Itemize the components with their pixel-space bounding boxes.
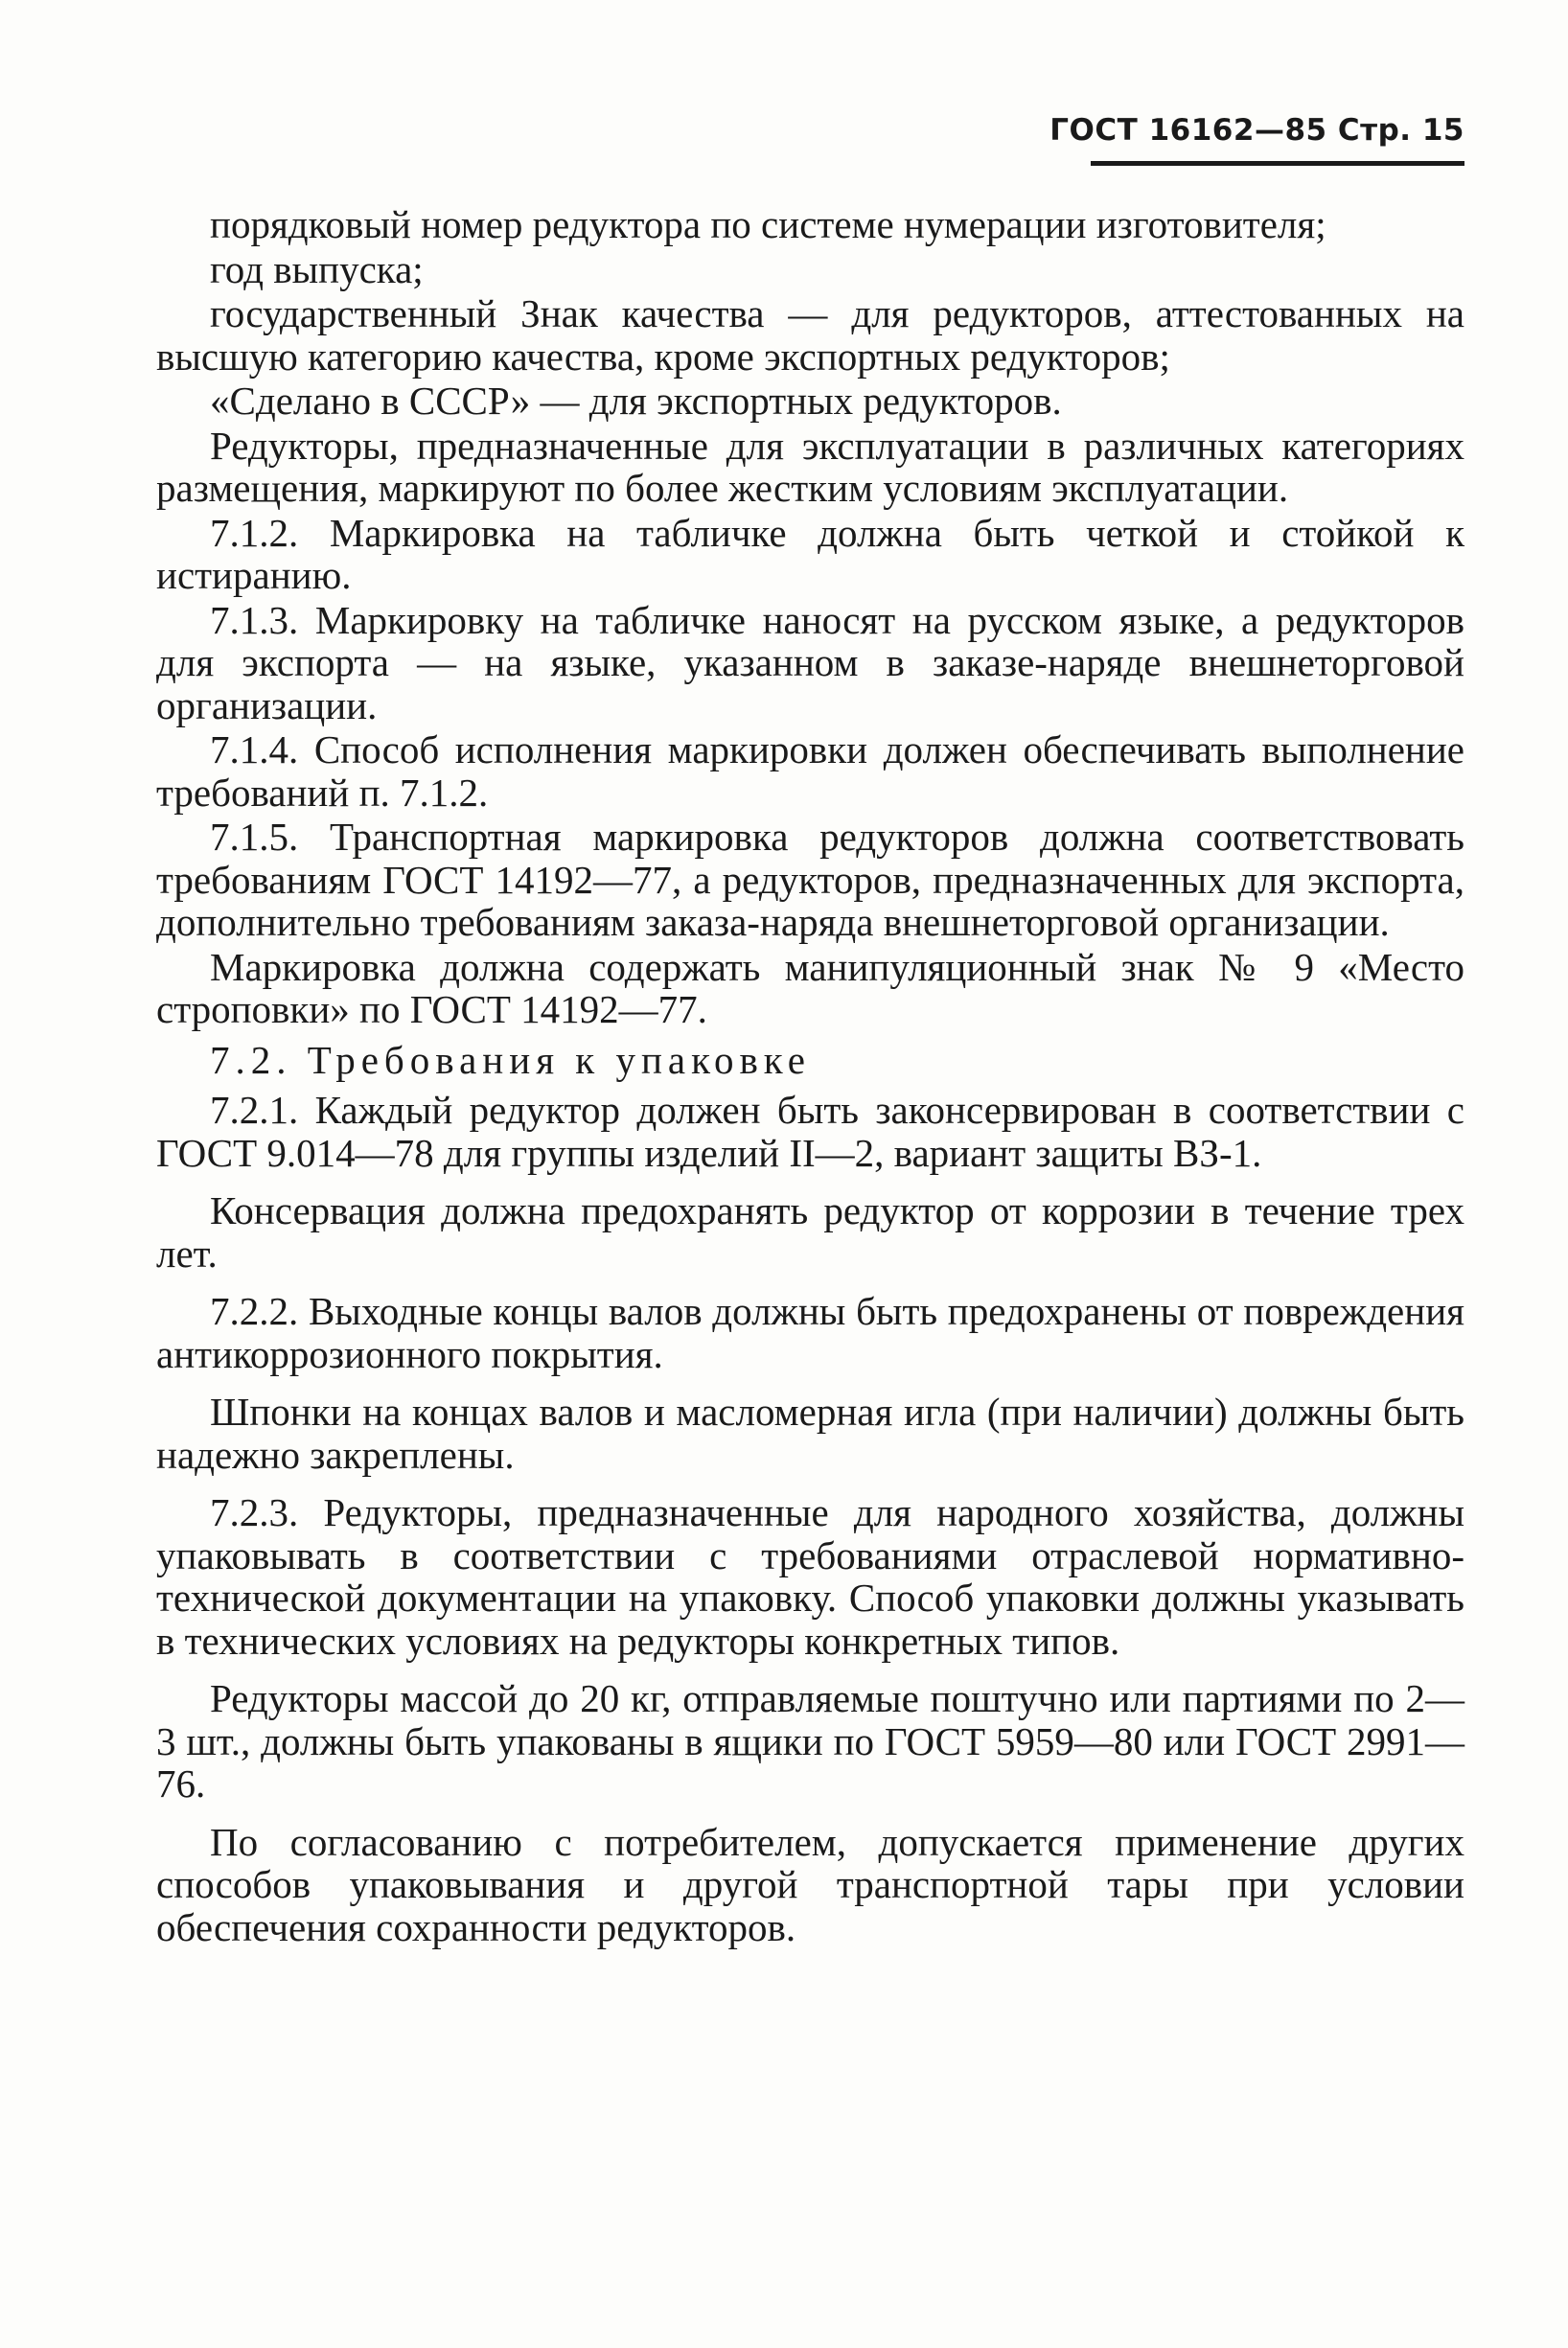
paragraph-made-in-ussr: «Сделано в СССР» — для экспортных редукторов. bbox=[210, 379, 1062, 423]
section-title-packaging: 7.2. Требования к упаковке bbox=[210, 1037, 811, 1082]
paragraph-7-1-4: 7.1.4. Способ исполнения маркировки должен обеспечивать выполнение требований п. 7.1.2. bbox=[156, 727, 1464, 815]
paragraph-placement-categories: Редукторы, предназначенные для эксплуатации в различных категориях размещения, маркируют по более жестким условиям эксплуатации. bbox=[156, 423, 1464, 510]
paragraph-7-2-2: 7.2.2. Выходные концы валов должны быть предохранены от повреждения антикоррозионного покрытия. bbox=[156, 1289, 1464, 1376]
paragraph-quality-mark: государственный Знак качества — для редукторов, аттестованных на высшую категорию качества, кроме экспортных редукторов; bbox=[156, 291, 1464, 379]
paragraph-serial-number: порядковый номер редуктора по системе нумерации изготовителя; bbox=[210, 202, 1326, 246]
paragraph-7-1-3: 7.1.3. Маркировку на табличке наносят на русском языке, а редукторов для экспорта — на языке, указанном в заказе-наряде внешнеторговой организации. bbox=[156, 597, 1464, 727]
paragraph-agreement: По согласованию с потребителем, допускается применение других способов упаковывания и другой транспортной тары при условии обеспечения сохранности редукторов. bbox=[156, 1819, 1464, 1949]
paragraph-7-2-3: 7.2.3. Редукторы, предназначенные для народного хозяйства, должны упаковывать в соответствии с требованиями отраслевой нормативно-технической документации на упаковку. Способ упаковки должны указывать в технических условиях на редукторы конкретных типов. bbox=[156, 1490, 1464, 1663]
page-header: ГОСТ 16162—85 Стр. 15 bbox=[1049, 113, 1464, 148]
paragraph-7-1-5: 7.1.5. Транспортная маркировка редукторов должна соответствовать требованиям ГОСТ 14192—77, а редукторов, предназначенных для экспорта, дополнительно требованиям заказа-наряда внешнеторговой организации. bbox=[156, 815, 1464, 944]
page-body bbox=[156, 203, 1464, 1948]
paragraph-year: год выпуска; bbox=[210, 246, 424, 291]
paragraph-7-2-1: 7.2.1. Каждый редуктор должен быть законсервирован в соответствии с ГОСТ 9.014—78 для группы изделий II—2, вариант защиты ВЗ-1. bbox=[156, 1088, 1464, 1175]
paragraph-conservation: Консервация должна предохранять редуктор от коррозии в течение трех лет. bbox=[156, 1188, 1464, 1276]
paragraph-7-1-2: 7.1.2. Маркировка на табличке должна быть четкой и стойкой к истиранию. bbox=[156, 510, 1464, 597]
paragraph-mass-boxes: Редукторы массой до 20 кг, отправляемые поштучно или партиями по 2—3 шт., должны быть упакованы в ящики по ГОСТ 5959—80 или ГОСТ 2991—76. bbox=[156, 1676, 1464, 1806]
paragraph-handling-mark: Маркировка должна содержать манипуляционный знак № 9 «Место строповки» по ГОСТ 14192—77. bbox=[156, 944, 1464, 1031]
paragraph-keys: Шпонки на концах валов и масломерная игла (при наличии) должны быть надежно закреплены. bbox=[156, 1390, 1464, 1477]
header-rule bbox=[1091, 161, 1464, 166]
